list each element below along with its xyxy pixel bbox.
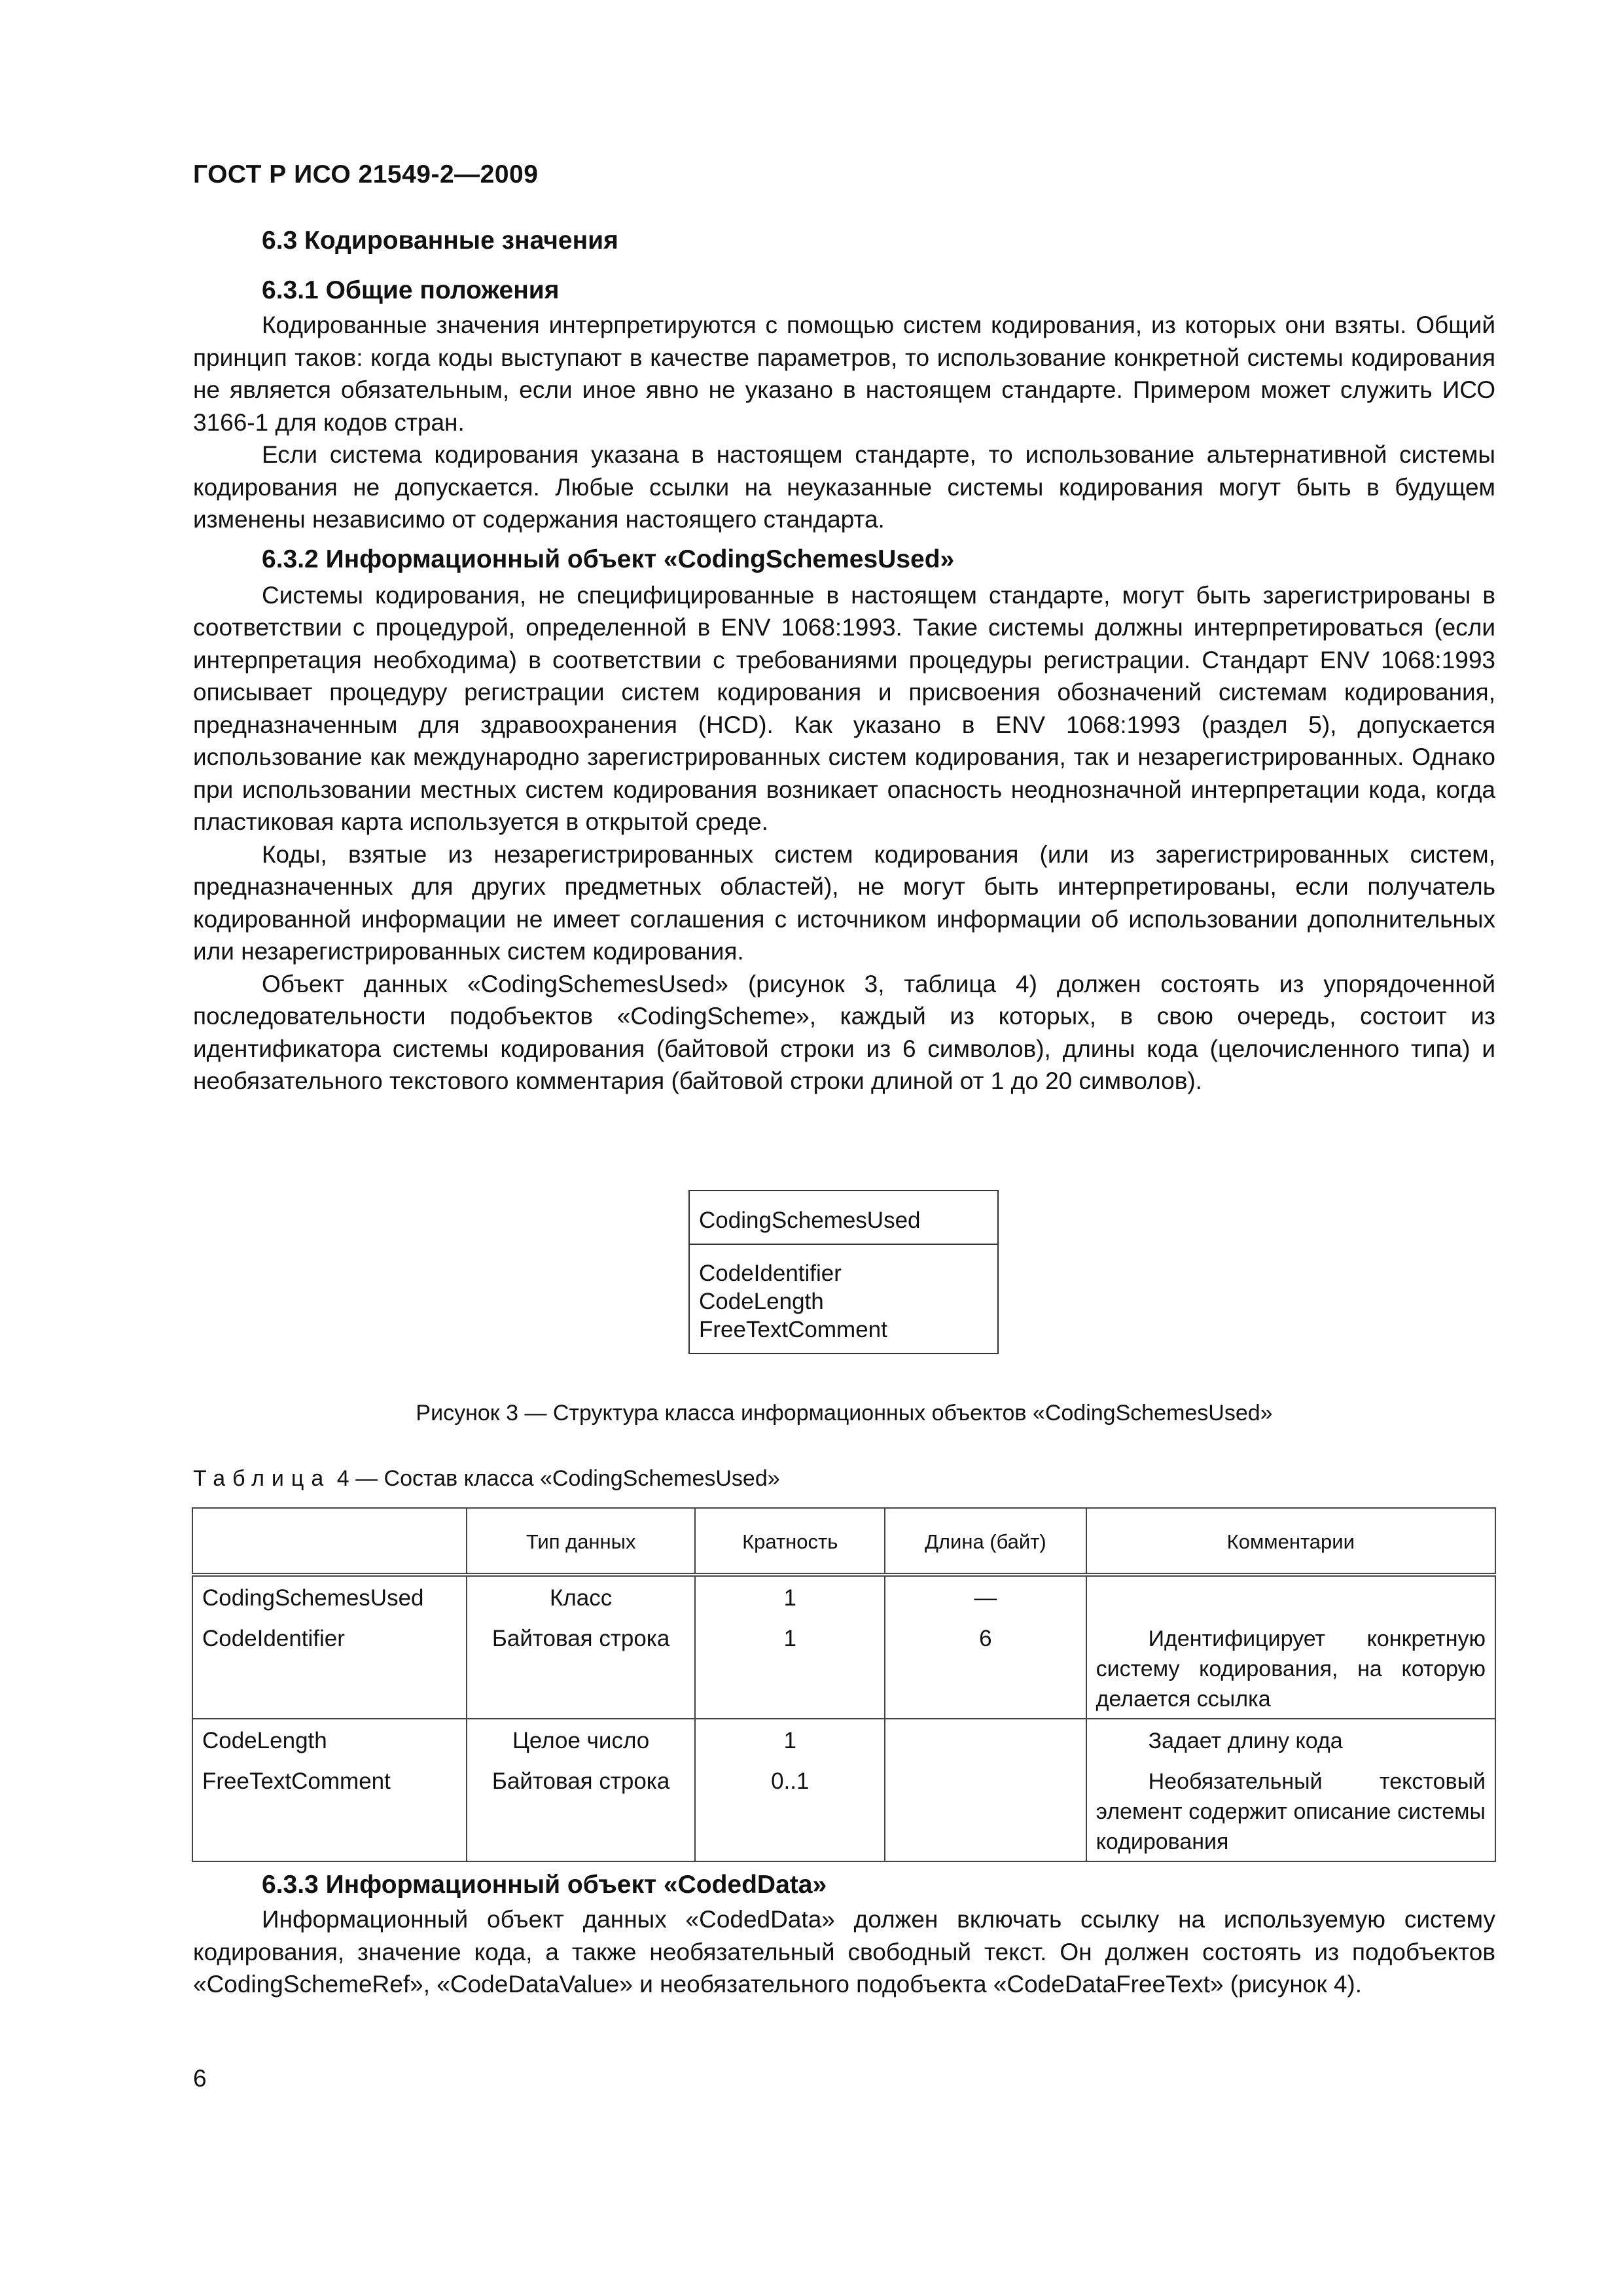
table-cell: FreeTextComment (192, 1760, 467, 1861)
paragraph: Кодированные значения интерпретируются с помощью систем кодирования, из которых они взяты. Общий принцип таков: когда коды выступают в качестве параметров, то использование конкретной системы кодирования не является обязательным, если иное явно не указано в настоящем стандарте. Примером может служить ИСО 3166-1 для кодов стран. (193, 312, 1495, 436)
composition-table (192, 1507, 1496, 1862)
table-cell: — (885, 1575, 1086, 1617)
heading-6-3-1: 6.3.1 Общие положения (262, 276, 560, 304)
paragraph: Объект данных «CodingSchemesUsed» (рисунок 3, таблица 4) должен состоять из упорядоченной последовательности подобъектов «CodingScheme», каждый из которых, в свою очередь, состоит из идентификатора системы кодирования (байтовой строки из 6 символов), длины кода (целочисленного типа) и необязательного текстового комментария (байтовой строки длиной от 1 до 20 символов). (193, 970, 1495, 1094)
table-cell: CodeLength (192, 1719, 467, 1760)
uml-class-name: CodingSchemesUsed (690, 1191, 997, 1245)
figure-caption: Рисунок 3 — Структура класса информационных объектов «CodingSchemesUsed» (416, 1401, 1273, 1426)
table-cell: 0..1 (695, 1760, 885, 1861)
table-caption-label: Таблица (193, 1466, 331, 1491)
table-row (192, 1617, 1495, 1719)
table-cell: CodingSchemesUsed (192, 1575, 467, 1617)
table-cell: Задает длину кода (1086, 1719, 1495, 1760)
heading-6-3-3: 6.3.3 Информационный объект «CodedData» (262, 1871, 827, 1899)
table-header-cell: Кратность (695, 1508, 885, 1575)
paragraph: Информационный объект данных «CodedData» должен включать ссылку на используемую систему кодирования, значение кода, а также необязательный свободный текст. Он должен состоять из подобъектов «CodingSchemeRef», «CodeDataValue» и необязательного подобъекта «CodeDataFreeText» (рисунок 4). (193, 1906, 1495, 1998)
table-row (192, 1719, 1495, 1760)
uml-attribute: CodeIdentifier (699, 1261, 842, 1286)
paragraph: Если система кодирования указана в настоящем стандарте, то использование альтернативной системы кодирования не допускается. Любые ссылки на неуказанные системы кодирования могут быть в будущем изменены независимо от содержания настоящего стандарта. (193, 441, 1495, 533)
section-6-3-3 (193, 1867, 1495, 2001)
table-cell (1086, 1575, 1495, 1617)
table-cell: 1 (695, 1575, 885, 1617)
table-row (192, 1760, 1495, 1861)
page-number: 6 (193, 2065, 207, 2092)
table-cell: Байтовая строка (467, 1760, 696, 1861)
table-cell (885, 1719, 1086, 1760)
table-row (192, 1575, 1495, 1617)
heading-6-3: 6.3 Кодированные значения (262, 226, 618, 255)
table-cell: Идентифицирует конкретную систему кодирования, на которую делается ссылка (1086, 1617, 1495, 1719)
paragraph: Коды, взятые из незарегистрированных систем кодирования (или из зарегистрированных систем, предназначенных для других предметных областей), не могут быть интерпретированы, если получатель кодированной информации не имеет соглашения с источником информации об использовании дополнительных или незарегистрированных систем кодирования. (193, 840, 1495, 965)
table-header-cell: Длина (байт) (885, 1508, 1086, 1575)
uml-attribute: FreeTextComment (699, 1317, 887, 1342)
table-cell: 1 (695, 1617, 885, 1719)
uml-class-diagram (688, 1190, 999, 1354)
table-cell (885, 1760, 1086, 1861)
document-header: ГОСТ Р ИСО 21549-2—2009 (193, 160, 539, 188)
table-cell: Целое число (467, 1719, 696, 1760)
table-cell: Класс (467, 1575, 696, 1617)
table-caption (193, 1466, 780, 1492)
heading-6-3-2: 6.3.2 Информационный объект «CodingSchemesUsed» (262, 545, 955, 573)
main-text (193, 223, 1495, 1098)
table-header-row (192, 1508, 1495, 1575)
table-cell: 1 (695, 1719, 885, 1760)
uml-attributes (690, 1245, 997, 1353)
table-cell: CodeIdentifier (192, 1617, 467, 1719)
table-header-cell: Тип данных (467, 1508, 696, 1575)
table-cell: Байтовая строка (467, 1617, 696, 1719)
uml-attribute: CodeLength (699, 1289, 824, 1314)
table-header-cell (192, 1508, 467, 1575)
table-cell: Необязательный текстовый элемент содержит описание системы кодирования (1086, 1760, 1495, 1861)
table-cell: 6 (885, 1617, 1086, 1719)
paragraph: Системы кодирования, не специфицированные в настоящем стандарте, могут быть зарегистрированы в соответствии с процедурой, определенной в ENV 1068:1993. Такие системы должны интерпретироваться (если интерпретация необходима) в соответствии с требованиями процедуры регистрации. Стандарт ENV 1068:1993 описывает процедуру регистрации систем кодирования и присвоения обозначений системам кодирования, предназначенным для здравоохранения (HCD). Как указано в ENV 1068:1993 (раздел 5), допускается использование как международно зарегистрированных систем кодирования, так и незарегистрированных. Однако при использовании местных систем кодирования возникает опасность неоднозначной интерпретации кода, когда пластиковая карта используется в открытой среде. (193, 581, 1495, 835)
table-caption-text: 4 — Состав класса «CodingSchemesUsed» (330, 1466, 780, 1491)
table-header-cell: Комментарии (1086, 1508, 1495, 1575)
